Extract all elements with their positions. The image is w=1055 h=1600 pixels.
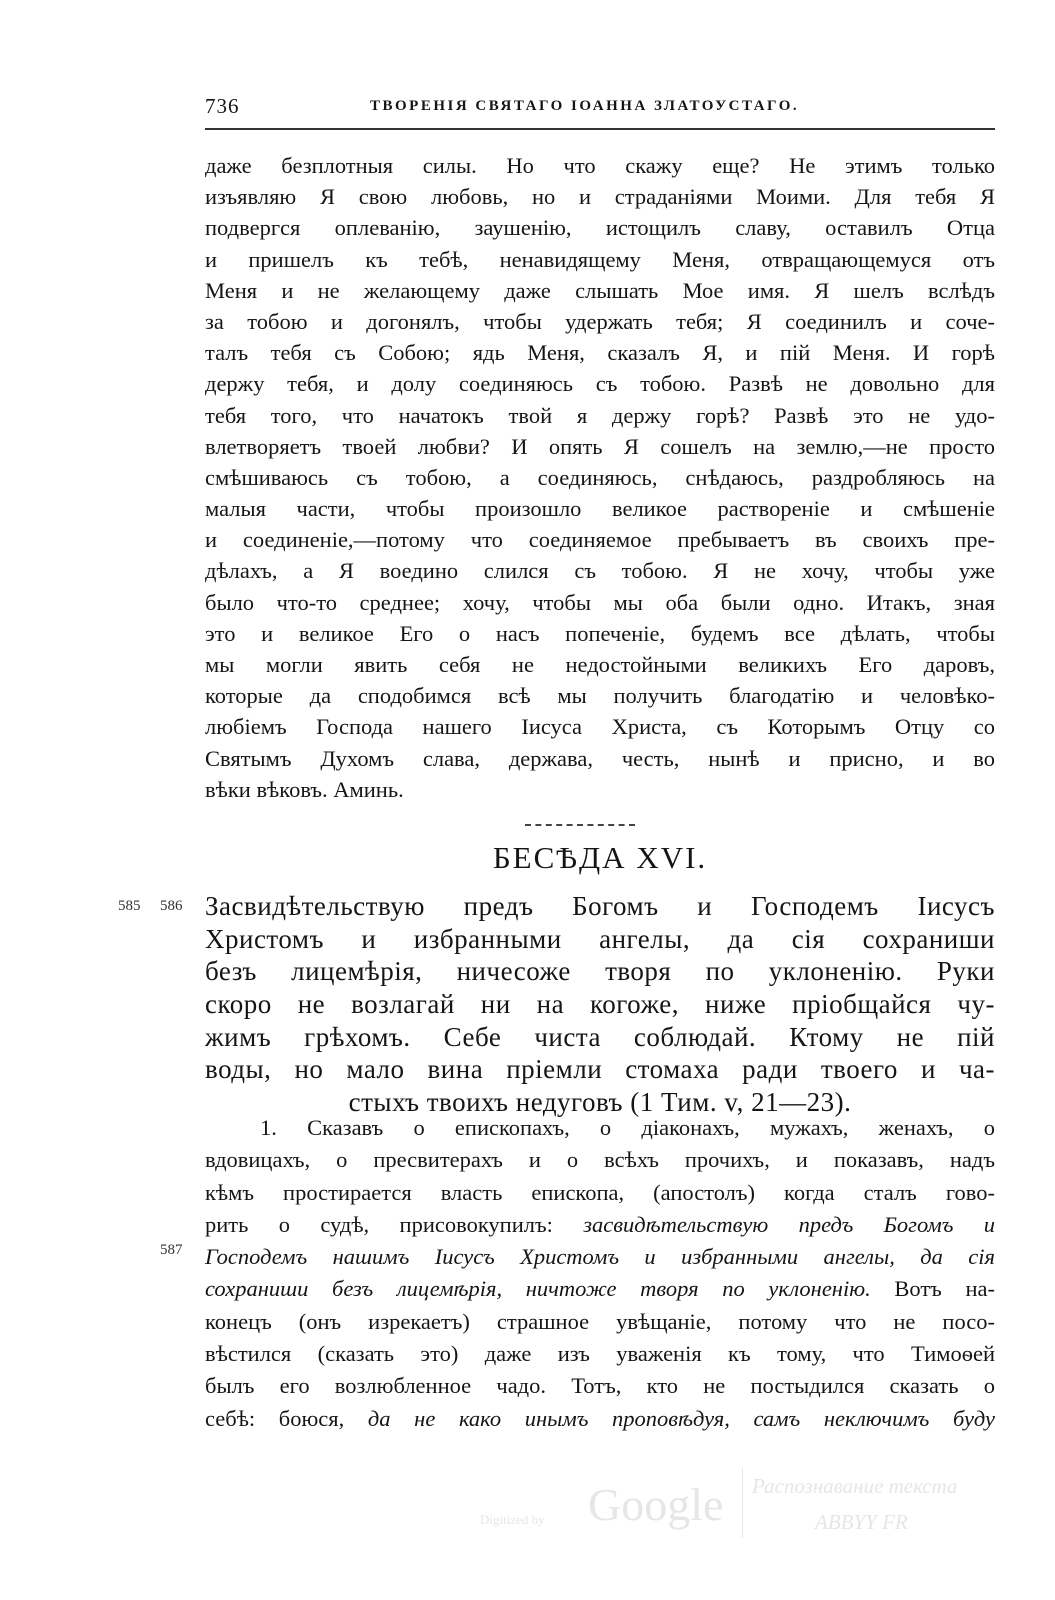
epigraph-line: Засвидѣтельствую предъ Богомъ и Господемъ Іисусъ bbox=[205, 891, 995, 921]
text-line: держу тебя, и долу соединяюсь съ тобою. Развѣ не довольно для bbox=[205, 371, 995, 397]
quote-italic: засвидѣтельствую предъ Богомъ и bbox=[583, 1211, 996, 1237]
margin-ref-586: 586 bbox=[160, 898, 183, 914]
text-line: изъявляю Я свою любовь, но и страданіями Моими. Для тебя Я bbox=[205, 184, 995, 210]
homily-body-paragraph bbox=[205, 1112, 995, 1435]
text-line: любіемъ Господа нашего Іисуса Христа, съ Которымъ Отцу со bbox=[205, 714, 995, 740]
running-title: ТВОРЕНІЯ СВЯТАГО ІОАННА ЗЛАТОУСТАГО. bbox=[370, 98, 800, 114]
previous-homily-ending bbox=[205, 150, 995, 805]
text-line: Святымъ Духомъ слава, держава, честь, нынѣ и присно, и во bbox=[205, 745, 995, 771]
text-line: тебя того, что начатокъ твой я держу горѣ? Развѣ это не удо- bbox=[205, 402, 995, 428]
margin-ref-585: 585 bbox=[118, 898, 141, 914]
text-line: вѣки вѣковъ. Аминь. bbox=[205, 776, 404, 802]
page-number: 736 bbox=[205, 94, 240, 118]
text-line: конецъ (онъ изрекаетъ) страшное увѣщаніе, потому что не посо- bbox=[205, 1308, 995, 1334]
epigraph-line: скоро не возлагай ни на когоже, ниже пріобщайся чу- bbox=[205, 989, 995, 1020]
epigraph-scripture bbox=[205, 890, 995, 1119]
text-line: вѣстился (сказать это) даже изъ уваженія къ тому, что Тимоѳей bbox=[205, 1341, 995, 1367]
text-line bbox=[205, 1209, 995, 1241]
text-segment: рить о судѣ, присовокупилъ: bbox=[205, 1211, 584, 1237]
text-line: малыя части, чтобы произошло великое раствореніе и смѣшеніе bbox=[205, 496, 995, 522]
text-line: 1. Сказавъ о епископахъ, о діаконахъ, мужахъ, женахъ, о bbox=[260, 1115, 995, 1140]
text-line: это и великое Его о насъ попеченіе, будемъ все дѣлать, чтобы bbox=[205, 620, 995, 646]
watermark-digitized-by: Digitized by bbox=[480, 1512, 545, 1527]
watermark-divider bbox=[742, 1468, 743, 1538]
epigraph-line: Христомъ и избранными ангелы, да сія сохраниши bbox=[205, 923, 995, 954]
text-segment: себѣ: боюся, bbox=[205, 1405, 368, 1431]
watermark-ocr-product: ABBYY FR bbox=[815, 1510, 908, 1534]
text-line: дѣлахъ, а Я воедино слился съ тобою. Я не хочу, чтобы уже bbox=[205, 558, 995, 584]
text-line: Меня и не желающему даже слышать Мое имя. Я шелъ вслѣдъ bbox=[205, 277, 995, 303]
margin-ref-587: 587 bbox=[160, 1242, 183, 1258]
text-line: мы могли явить себя не недостойными великихъ Его даровъ, bbox=[205, 652, 995, 677]
text-line: вдовицахъ, о пресвитерахъ и о всѣхъ прочихъ, и показавъ, надъ bbox=[205, 1147, 995, 1173]
text-line: и пришелъ къ тебѣ, ненавидящему Меня, отвращающемуся отъ bbox=[205, 246, 995, 272]
quote-italic: да не како инымъ проповѣдуя, самъ неключимъ буду bbox=[367, 1405, 995, 1431]
watermark-google-logo: Google bbox=[588, 1479, 724, 1530]
text-line: былъ его возлюбленное чадо. Тотъ, кто не постыдился сказать о bbox=[205, 1373, 995, 1399]
text-line: кѣмъ простирается власть епископа, (апостолъ) когда сталъ гово- bbox=[205, 1179, 995, 1205]
watermark-ocr-label: Распознавание текста bbox=[752, 1474, 958, 1498]
homily-title: БЕСѢДА XVI. bbox=[492, 840, 708, 875]
text-line: смѣшиваюсь съ тобою, а соединяюсь, снѣдаюсь, раздробляюсь на bbox=[205, 464, 995, 490]
text-line: талъ тебя съ Собою; ядь Меня, сказалъ Я, и пій Меня. И горѣ bbox=[205, 340, 995, 366]
text-line: которые да сподобимся всѣ мы получить благодатію и человѣко- bbox=[205, 683, 995, 709]
text-line bbox=[205, 1403, 995, 1435]
digitization-watermark bbox=[480, 1468, 1010, 1548]
text-line bbox=[205, 1273, 995, 1305]
epigraph-line: воды, но мало вина пріемли стомаха ради твоего и ча- bbox=[205, 1054, 995, 1085]
text-line: было что-то среднее; хочу, чтобы мы оба были одно. Итакъ, зная bbox=[205, 589, 995, 615]
text-line: подвергся оплеванію, заушенію, истощилъ славу, оставилъ Отца bbox=[205, 215, 995, 241]
epigraph-line: безъ лицемѣрія, ничесоже творя по уклоненію. Руки bbox=[205, 956, 995, 987]
epigraph-line: жимъ грѣхомъ. Себе чиста соблюдай. Ктому не пій bbox=[205, 1021, 995, 1052]
text-line: даже безплотныя силы. Но что скажу еще? Не этимъ только bbox=[205, 153, 995, 178]
text-line: за тобою и догонялъ, чтобы удержать тебя; Я соединилъ и сочe- bbox=[205, 308, 995, 334]
text-line: и соединеніе,—потому что соединяемое пребываетъ въ своихъ пре- bbox=[205, 527, 995, 553]
quote-italic: сохраниши безъ лицемѣрія, ничтоже творя по уклоненію. bbox=[205, 1276, 871, 1302]
epigraph-line: стыхъ твоихъ недуговъ (1 Тим. v, 21—23). bbox=[348, 1087, 852, 1118]
page-header bbox=[205, 94, 995, 130]
text-line: влетворяетъ твоей любви? И опять Я сошелъ на землю,—не просто bbox=[205, 433, 995, 459]
quote-line-italic: Господемъ нашимъ Іисусъ Христомъ и избранными ангелы, да сія bbox=[205, 1244, 995, 1270]
text-segment: Вотъ на- bbox=[870, 1276, 995, 1302]
section-divider bbox=[525, 824, 635, 826]
